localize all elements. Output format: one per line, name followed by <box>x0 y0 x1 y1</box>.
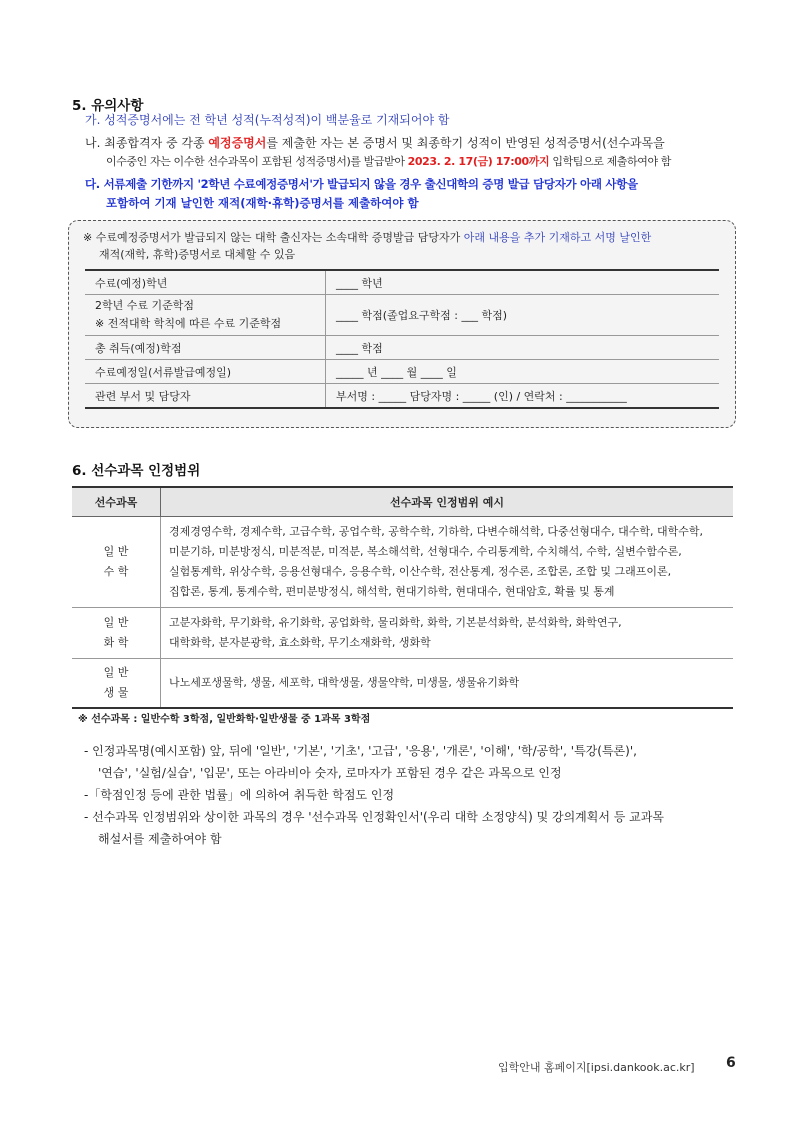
notice-label-line1: 2학년 수료 기준학점 <box>95 299 194 312</box>
course-line: 경제경영수학, 경제수학, 고급수학, 공업수학, 공학수학, 기하학, 다변수해석학, 다중선형대수, 대수학, 대학수학, <box>169 525 703 538</box>
course-category-line1: 일 반 <box>103 545 129 558</box>
notice-line1 <box>83 229 651 247</box>
notice-label: 수료(예정)학년 <box>85 270 326 295</box>
course-line: 집합론, 통계, 통계수학, 편미분방정식, 해석학, 현대기하학, 현대대수, 현대암호, 확률 및 통계 <box>169 585 615 598</box>
notice-label: 관련 부서 및 담당자 <box>85 384 326 409</box>
note-na-line1 <box>85 134 665 152</box>
notice-row <box>85 336 719 360</box>
course-category-line2: 생 물 <box>103 686 129 699</box>
note-na-l2-red: 2023. 2. 17(금) 17:00까지 <box>407 155 550 168</box>
notice-row <box>85 360 719 384</box>
notice-table <box>85 269 719 409</box>
note-na-l2-pre: 이수중인 자는 이수한 선수과목이 포함된 성적증명서)를 발급받아 <box>106 155 408 168</box>
course-footnote: ※ 선수과목 : 일반수학 3학점, 일반화학·일반생물 중 1과목 3학점 <box>78 714 371 725</box>
course-line: 미분기하, 미분방정식, 미분적분, 미적분, 복소해석학, 선형대수, 수리통계학, 수치해석, 수학, 실변수함수론, <box>169 545 682 558</box>
course-examples <box>161 608 734 659</box>
note-na-l2-post: 입학팀으로 제출하여야 함 <box>549 155 672 168</box>
course-line: 실험통계학, 위상수학, 응용선형대수, 응용수학, 이산수학, 전산통계, 정수론, 조합론, 조합 및 그래프이론, <box>169 565 672 578</box>
course-line: 나노세포생물학, 생물, 세포학, 대학생물, 생물약학, 미생물, 생물유기화학 <box>169 676 520 689</box>
notice-line1-pre: ※ 수료예정증명서가 발급되지 않는 대학 출신자는 소속대학 증명발급 담당자가 <box>83 231 464 244</box>
bullet-item: - 선수과목 인정범위와 상이한 과목의 경우 '선수과목 인정확인서'(우리 대학 소정양식) 및 강의계획서 등 교과목 <box>84 810 664 824</box>
notice-value: 부서명 : _____ 담당자명 : _____ (인) / 연락처 : ___________ <box>326 384 720 409</box>
course-header-category: 선수과목 <box>72 487 161 517</box>
notice-row <box>85 384 719 409</box>
course-category <box>72 608 161 659</box>
course-line: 대학화학, 분자분광학, 효소화학, 무기소재화학, 생화학 <box>169 636 431 649</box>
course-category <box>72 517 161 608</box>
bullet-list <box>84 740 664 850</box>
section5-title: 5. 유의사항 <box>72 98 144 114</box>
course-category-line1: 일 반 <box>103 616 129 629</box>
bullet-item-cont: 해설서를 제출하여야 함 <box>98 832 222 846</box>
table-row <box>72 517 733 608</box>
notice-label: 수료예정일(서류발급예정일) <box>85 360 326 384</box>
notice-label <box>85 295 326 336</box>
course-line: 고분자화학, 무기화학, 유기화학, 공업화학, 물리화학, 화학, 기본분석화학, 분석화학, 화학연구, <box>169 616 622 629</box>
note-da-line1: 다. 서류제출 기한까지 '2학년 수료예정증명서'가 발급되지 않을 경우 출신대학의 증명 발급 담당자가 아래 사항을 <box>85 177 638 191</box>
notice-value: ____ 학점 <box>326 336 720 360</box>
course-header-examples: 선수과목 인정범위 예시 <box>161 487 734 517</box>
course-category <box>72 659 161 709</box>
course-header-row <box>72 487 733 517</box>
notice-label: 총 취득(예정)학점 <box>85 336 326 360</box>
notice-value: _____ 년 ____ 월 ____ 일 <box>326 360 720 384</box>
section6-title: 6. 선수과목 인정범위 <box>72 463 201 479</box>
course-table <box>72 486 733 709</box>
course-category-line1: 일 반 <box>103 666 129 679</box>
notice-row <box>85 295 719 336</box>
page-number: 6 <box>726 1055 736 1071</box>
note-na-l1-pre: 나. 최종합격자 중 각종 <box>85 136 209 150</box>
notice-row <box>85 270 719 295</box>
note-ga: 가. 성적증명서에는 전 학년 성적(누적성적)이 백분율로 기재되어야 함 <box>85 113 450 127</box>
course-category-line2: 화 학 <box>103 636 129 649</box>
notice-box <box>68 220 736 428</box>
note-da-line2: 포함하여 기재 날인한 재적(재학·휴학)증명서를 제출하여야 함 <box>106 196 419 210</box>
notice-value: ____ 학년 <box>326 270 720 295</box>
note-na-l1-red: 예정증명서 <box>208 136 267 150</box>
bullet-item: -「학점인정 등에 관한 법률」에 의하여 취득한 학점도 인정 <box>84 788 395 802</box>
notice-value: ____ 학점(졸업요구학점 : ___ 학점) <box>326 295 720 336</box>
table-row <box>72 608 733 659</box>
table-row <box>72 659 733 709</box>
note-na-l1-post: 를 제출한 자는 본 증명서 및 최종학기 성적이 반영된 성적증명서(선수과목을 <box>266 136 665 150</box>
course-examples <box>161 659 734 709</box>
note-na-line2 <box>106 153 671 171</box>
footer-homepage: 입학안내 홈페이지[ipsi.dankook.ac.kr] <box>498 1061 695 1074</box>
notice-line2: 재적(재학, 휴학)증명서로 대체할 수 있음 <box>99 248 296 261</box>
bullet-item-cont: '연습', '실험/실습', '입문', 또는 아라비아 숫자, 로마자가 포함된 경우 같은 과목으로 인정 <box>98 766 562 780</box>
bullet-item: - 인정과목명(예시포함) 앞, 뒤에 '일반', '기본', '기초', '고급', '응용', '개론', '이해', '학/공학', '특강(특론)', <box>84 744 637 758</box>
course-examples <box>161 517 734 608</box>
notice-label-line2: ※ 전적대학 학칙에 따른 수료 기준학점 <box>95 317 282 330</box>
notice-line1-blue: 아래 내용을 추가 기재하고 서명 날인한 <box>463 231 652 244</box>
course-category-line2: 수 학 <box>103 565 129 578</box>
